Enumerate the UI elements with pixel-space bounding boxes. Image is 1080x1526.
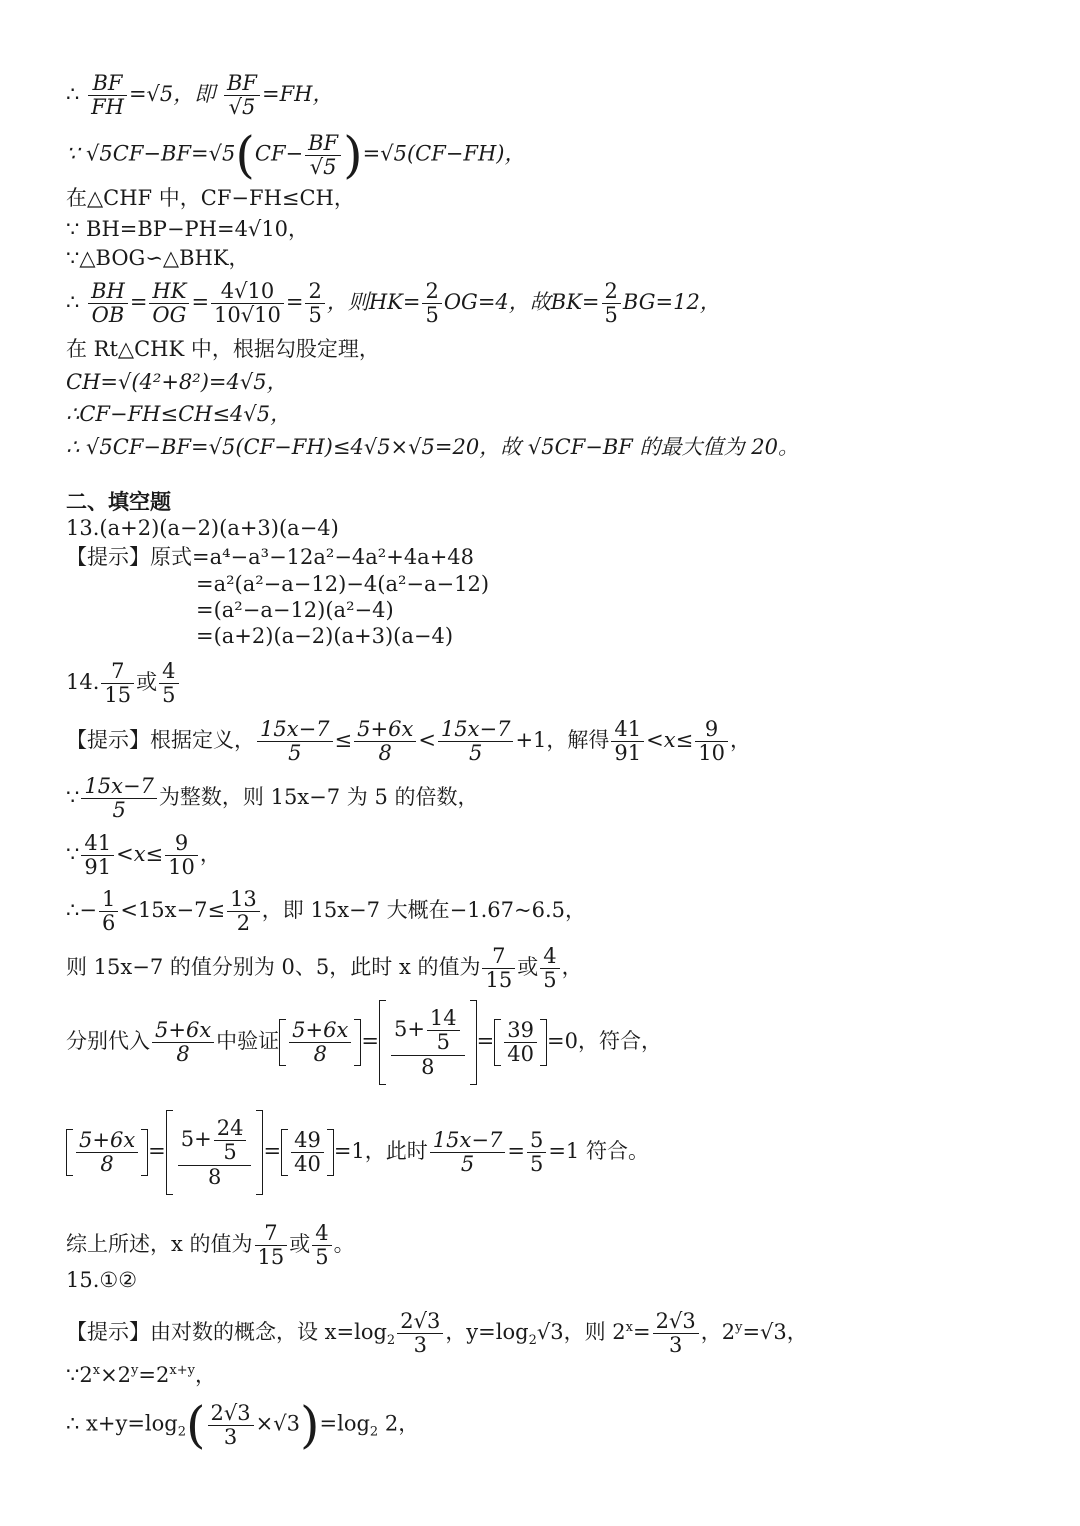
numerator: BF <box>88 72 127 96</box>
denominator: 5 <box>223 1140 237 1164</box>
text: ×2 <box>100 1363 132 1387</box>
text: 。 <box>333 1232 355 1256</box>
section-heading: 二、填空题 <box>66 490 171 514</box>
q14-answer <box>66 660 181 707</box>
text: 为整数，则 15x−7 为 5 的倍数， <box>158 785 479 809</box>
fraction <box>305 132 341 179</box>
fraction <box>257 718 333 765</box>
text: BG=12， <box>622 290 721 314</box>
denominator: 3 <box>668 1333 683 1357</box>
text: CF− <box>254 141 304 166</box>
numerator: 39 <box>504 1019 537 1043</box>
text: = <box>632 1320 651 1344</box>
floor-bracket <box>494 1019 547 1066</box>
denominator: 40 <box>294 1152 321 1176</box>
text: 【提示】由对数的概念，设 x=log <box>66 1320 387 1344</box>
fraction <box>88 72 127 119</box>
text: ， <box>199 842 221 866</box>
denominator: 5 <box>288 741 302 765</box>
numerator: 15x−7 <box>257 718 333 742</box>
numerator <box>391 1006 465 1056</box>
denominator: 91 <box>614 741 642 765</box>
numerator: 2 <box>602 280 621 304</box>
text: <x≤ <box>116 842 164 866</box>
q15-answer: 15.①② <box>66 1268 138 1292</box>
text: OG=4，故BK= <box>443 290 600 314</box>
floor-bracket <box>166 1110 264 1195</box>
numerator: 4 <box>159 660 178 684</box>
numerator: 7 <box>101 660 134 684</box>
fraction <box>165 832 198 879</box>
text: 或 <box>289 1232 311 1256</box>
line-8: CH=√(4²+8²)=4√5， <box>66 370 288 394</box>
denominator: 8 <box>421 1055 435 1079</box>
q13-step-1: =a²(a²−a−12)−4(a²−a−12) <box>196 572 490 596</box>
text: <15x−7≤ <box>120 898 226 922</box>
because-symbol: ∵ <box>66 785 80 809</box>
because-symbol: ∵ <box>66 842 80 866</box>
text: =√3， <box>742 1320 808 1344</box>
denominator: √5 <box>309 154 337 179</box>
text: ∵ √5CF−BF=√5 <box>66 141 236 166</box>
numerator: HK <box>149 280 189 304</box>
numerator: 2√3 <box>397 1310 443 1334</box>
denominator: 91 <box>84 855 112 879</box>
text: ，y=log <box>445 1320 529 1344</box>
denominator: 5 <box>604 303 618 327</box>
fraction <box>422 280 441 327</box>
text: √3，则 2 <box>536 1320 626 1344</box>
denominator: 5 <box>436 1030 450 1054</box>
q15-line-3 <box>66 1396 420 1454</box>
text: =1 符合。 <box>548 1139 649 1163</box>
q14-line-4 <box>66 888 586 935</box>
fraction <box>602 280 621 327</box>
fraction <box>305 280 324 327</box>
line-4: ∵ BH=BP−PH=4√10， <box>66 217 310 241</box>
text: ×√3 <box>255 1411 300 1436</box>
fraction <box>354 718 416 765</box>
numerator: 14 <box>427 1007 460 1031</box>
line-7: 在 Rt△CHK 中，根据勾股定理， <box>66 337 380 361</box>
fraction <box>81 832 114 879</box>
line-9: ∴CF−FH≤CH≤4√5， <box>66 402 292 426</box>
fraction <box>208 1402 254 1449</box>
fraction <box>289 1019 351 1066</box>
text: = <box>507 1139 525 1163</box>
text: ≤ <box>334 728 353 752</box>
numerator: 15x−7 <box>81 775 157 799</box>
left-paren: ( <box>235 126 255 184</box>
denominator: 6 <box>101 911 116 935</box>
numerator: 4 <box>540 945 559 969</box>
q14-conclusion <box>66 1222 355 1269</box>
fraction <box>527 1129 546 1176</box>
q15-hint <box>66 1310 808 1357</box>
right-paren: ) <box>300 1396 320 1454</box>
numerator: BF <box>305 132 341 156</box>
therefore-symbol: ∴ <box>66 290 80 314</box>
denominator: 2 <box>236 911 251 935</box>
q13-hint: 【提示】原式=a⁴−a³−12a²−4a²+4a+48 <box>66 545 475 569</box>
denominator: 8 <box>207 1165 222 1189</box>
q14-line-3 <box>66 832 221 879</box>
superscript: y <box>735 1320 743 1335</box>
text: 2， <box>378 1411 420 1436</box>
text: ， <box>561 955 583 979</box>
floor-bracket <box>279 1019 361 1066</box>
text: =1，此时 <box>333 1139 428 1163</box>
denominator: 15 <box>257 1245 285 1269</box>
numerator: 4√10 <box>211 280 284 304</box>
text: ∴ x+y=log <box>66 1411 178 1436</box>
q14-verify-1 <box>66 1000 662 1085</box>
text: 【提示】根据定义， <box>66 728 255 752</box>
numerator: 13 <box>227 888 260 912</box>
fraction <box>653 1310 699 1357</box>
text: 或 <box>136 670 158 694</box>
q14-hint <box>66 718 751 765</box>
line-5: ∵△BOG∽△BHK， <box>66 246 250 270</box>
text: 分别代入 <box>66 1029 150 1053</box>
fraction <box>312 1222 331 1269</box>
fraction <box>88 280 128 327</box>
q13-step-2: =(a²−a−12)(a²−4) <box>196 598 394 622</box>
denominator: 8 <box>176 1042 190 1066</box>
floor-bracket <box>281 1129 334 1176</box>
therefore-symbol: ∴ <box>66 82 80 106</box>
text: ， <box>194 1363 216 1387</box>
denominator: √5 <box>228 95 256 119</box>
fraction <box>152 1019 214 1066</box>
text: =0，符合， <box>547 1029 662 1053</box>
line-2 <box>66 126 526 184</box>
superscript: x+y <box>169 1363 195 1378</box>
text: ∴− <box>66 898 97 922</box>
text: ，2 <box>700 1320 736 1344</box>
left-paren: ( <box>186 1396 206 1454</box>
text: 5+ <box>180 1127 212 1151</box>
right-paren: ) <box>343 126 363 184</box>
q14-verify-2 <box>66 1110 649 1195</box>
subscript: 2 <box>386 1333 396 1349</box>
fraction <box>482 945 515 992</box>
text: < <box>418 728 436 752</box>
fraction <box>101 660 134 707</box>
numerator: 2 <box>422 280 441 304</box>
text: =√5(CF−FH)， <box>362 141 526 166</box>
denominator: 3 <box>223 1424 238 1449</box>
numerator: 9 <box>695 718 728 742</box>
fraction <box>397 1310 443 1357</box>
fraction <box>76 1129 138 1176</box>
text: +1，解得 <box>515 728 610 752</box>
denominator: OB <box>91 303 125 327</box>
q13-step-3: =(a+2)(a−2)(a+3)(a−4) <box>196 624 454 648</box>
denominator: 15 <box>104 683 132 707</box>
denominator: 10 <box>698 741 725 765</box>
text: = <box>148 1139 166 1163</box>
fraction <box>99 888 118 935</box>
line-6: ∴ $\frac{BH}{OB}$ = $\frac{HK}{OG}$ = $\frac{4√10}{10√10}$ = $\frac{2}{5}$ ，则HK= $\frac{2}{5}$ OG=4，故BK= $\frac{2}{5}$ BG=12， <box>66 279 721 327</box>
fraction <box>438 718 514 765</box>
denominator: OG <box>152 303 187 327</box>
fraction <box>430 1129 506 1176</box>
fraction <box>214 1117 247 1164</box>
text: 或 <box>517 955 539 979</box>
denominator: FH <box>91 95 124 119</box>
text: ，则HK= <box>326 290 421 314</box>
denominator: 15 <box>485 968 513 992</box>
text: <x≤ <box>646 728 694 752</box>
numerator: 41 <box>81 832 114 856</box>
numerator: 5+6x <box>289 1019 351 1043</box>
text: =log <box>319 1411 370 1436</box>
text: 则 15x−7 的值分别为 0、5，此时 x 的值为 <box>66 955 481 979</box>
numerator: 5+6x <box>76 1129 138 1153</box>
subscript: 2 <box>369 1424 379 1440</box>
fraction <box>227 888 260 935</box>
numerator: 5 <box>527 1129 546 1153</box>
text: ∵2 <box>66 1363 93 1387</box>
denominator: 40 <box>507 1042 534 1066</box>
denominator: 3 <box>413 1333 427 1357</box>
numerator: BF <box>224 72 260 96</box>
text: 综上所述，x 的值为 <box>66 1232 253 1256</box>
numerator: 2 <box>305 280 324 304</box>
numerator: 1 <box>99 888 118 912</box>
numerator <box>178 1116 252 1166</box>
floor-bracket <box>379 1000 477 1085</box>
denominator: 5 <box>543 968 557 992</box>
denominator: 5 <box>112 798 126 822</box>
superscript: x <box>625 1320 633 1335</box>
numerator: 4 <box>312 1222 331 1246</box>
denominator: 5 <box>469 741 483 765</box>
denominator: 5 <box>162 683 176 707</box>
numerator: 2√3 <box>208 1402 254 1426</box>
line-3: 在△CHF 中，CF−FH≤CH， <box>66 186 355 210</box>
numerator: 49 <box>291 1129 324 1153</box>
line-10: ∴ √5CF−BF=√5(CF−FH)≤4√5×√5=20，故 √5CF−BF 的最大值为 20。 <box>66 435 799 459</box>
q13-answer: 13.(a+2)(a−2)(a+3)(a−4) <box>66 516 339 540</box>
text: 5+ <box>393 1017 425 1041</box>
compound-fraction <box>178 1116 252 1189</box>
fraction <box>81 775 157 822</box>
numerator: 7 <box>255 1222 288 1246</box>
fraction <box>149 280 189 327</box>
fraction <box>159 660 178 707</box>
fraction <box>695 718 728 765</box>
text: =√5，即 <box>128 82 216 106</box>
fraction <box>611 718 644 765</box>
denominator: 10 <box>168 855 195 879</box>
q15-line-2 <box>66 1357 216 1389</box>
denominator: 8 <box>313 1042 327 1066</box>
numerator: 9 <box>165 832 198 856</box>
text: =2 <box>138 1363 170 1387</box>
fraction <box>427 1007 460 1054</box>
denominator: 8 <box>378 741 392 765</box>
subscript: 2 <box>528 1333 537 1349</box>
numerator: 41 <box>611 718 644 742</box>
denominator: 5 <box>529 1152 544 1176</box>
text: ，即 15x−7 大概在−1.67~6.5， <box>261 898 587 922</box>
denominator: 8 <box>100 1152 114 1176</box>
superscript: x <box>92 1363 101 1378</box>
text: = <box>263 1139 282 1163</box>
denominator: 5 <box>308 303 322 327</box>
subscript: 2 <box>177 1424 187 1440</box>
numerator: 5+6x <box>354 718 416 742</box>
denominator: 10√10 <box>214 303 281 327</box>
text: = <box>476 1029 495 1053</box>
q14-line-5 <box>66 945 583 992</box>
q14-line-2 <box>66 775 479 822</box>
line-1 <box>66 72 333 119</box>
compound-fraction <box>391 1006 465 1079</box>
superscript: y <box>131 1363 139 1378</box>
fraction <box>211 280 284 327</box>
fraction <box>540 945 559 992</box>
numerator: 24 <box>214 1117 247 1141</box>
numerator: 15x−7 <box>438 718 514 742</box>
fraction <box>291 1129 324 1176</box>
denominator: 5 <box>425 303 439 327</box>
numerator: BH <box>88 280 128 304</box>
numerator: 7 <box>482 945 515 969</box>
text: ， <box>729 728 751 752</box>
question-number: 14. <box>66 670 100 694</box>
floor-bracket <box>66 1129 148 1176</box>
denominator: 5 <box>315 1245 329 1269</box>
numerator: 15x−7 <box>430 1129 506 1153</box>
fraction <box>504 1019 537 1066</box>
numerator: 2√3 <box>653 1310 699 1334</box>
denominator: 5 <box>460 1152 475 1176</box>
text: =FH， <box>262 82 334 106</box>
fraction <box>224 72 260 119</box>
text: 中验证 <box>216 1029 280 1053</box>
fraction <box>255 1222 288 1269</box>
text: = <box>361 1029 379 1053</box>
numerator: 5+6x <box>152 1019 214 1043</box>
